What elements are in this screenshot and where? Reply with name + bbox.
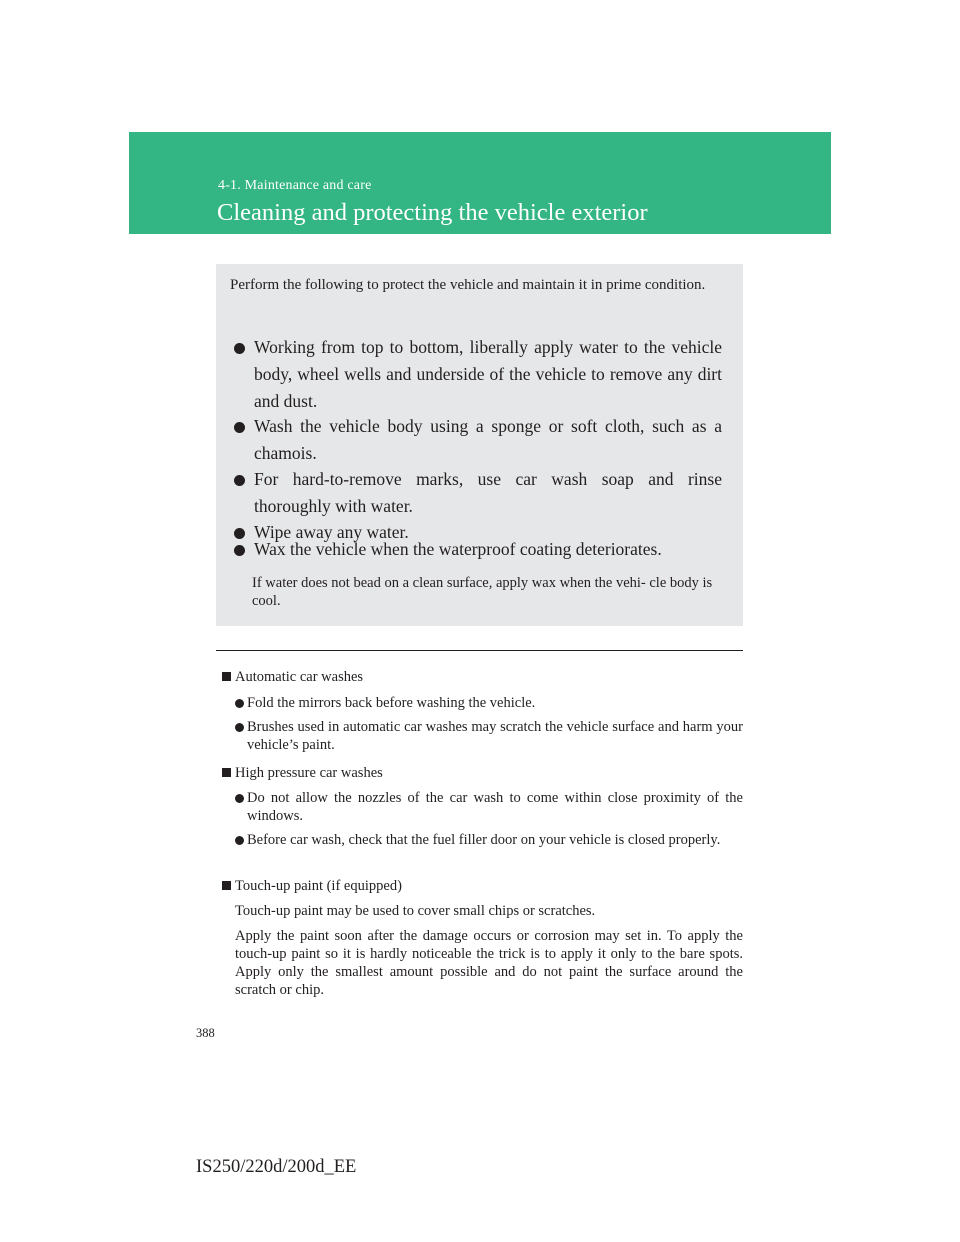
topic-heading-text: Automatic car washes	[235, 669, 364, 685]
step-item	[254, 536, 722, 563]
bullet-icon	[235, 723, 244, 732]
list-item	[247, 831, 743, 849]
paragraph: Touch-up paint may be used to cover small chips or scratches.	[235, 903, 596, 919]
page-title: Cleaning and protecting the vehicle exterior	[217, 199, 648, 226]
step-text: Working from top to bottom, liberally apply water to the vehicle body, wheel wells and underside of the vehicle to remove any dirt and dust.	[254, 337, 722, 411]
page-number: 388	[196, 1026, 215, 1040]
bullet-icon	[234, 422, 245, 433]
list-item	[247, 718, 743, 754]
bullet-icon	[235, 836, 244, 845]
section-label: 4-1. Maintenance and care	[218, 178, 372, 193]
step-text: Wax the vehicle when the waterproof coating deteriorates.	[254, 539, 662, 559]
topic-heading-text: High pressure car washes	[235, 765, 383, 781]
square-bullet-icon	[222, 672, 231, 681]
topic-heading	[235, 877, 402, 895]
list-item-text: Do not allow the nozzles of the car wash to come within close proximity of the windows.	[247, 790, 743, 824]
bullet-icon	[235, 794, 244, 803]
list-item	[247, 694, 743, 712]
step-item	[254, 466, 722, 520]
section-divider	[216, 650, 743, 651]
intro-box	[216, 264, 743, 626]
square-bullet-icon	[222, 768, 231, 777]
intro-text: Perform the following to protect the vehicle and maintain it in prime condition.	[230, 277, 706, 293]
paragraph: Apply the paint soon after the damage occurs or corrosion may set in. To apply the touch-up paint so it is hardly noticeable the trick is to apply it only to the bare spots. Apply only the smallest amount possible and do not paint the surface around the scratch or chip.	[235, 928, 743, 998]
bullet-icon	[234, 528, 245, 539]
list-item-text: Before car wash, check that the fuel filler door on your vehicle is closed properly.	[247, 832, 721, 848]
list-item-text: Fold the mirrors back before washing the vehicle.	[247, 695, 536, 711]
bullet-icon	[234, 475, 245, 486]
topic-heading-text: Touch-up paint (if equipped)	[235, 878, 402, 894]
topic-heading	[235, 764, 383, 782]
list-item	[247, 789, 743, 825]
section-header-band	[129, 132, 831, 234]
topic-heading	[235, 668, 363, 686]
box-note: If water does not bead on a clean surface, apply wax when the vehi- cle body is cool.	[252, 575, 713, 609]
model-code: IS250/220d/200d_EE	[196, 1157, 357, 1177]
bullet-icon	[234, 545, 245, 556]
step-text: For hard-to-remove marks, use car wash soap and rinse thoroughly with water.	[254, 469, 722, 516]
step-text: Wipe away any water.	[254, 522, 409, 542]
step-item	[254, 334, 722, 415]
square-bullet-icon	[222, 881, 231, 890]
bullet-icon	[235, 699, 244, 708]
step-item	[254, 413, 722, 467]
list-item-text: Brushes used in automatic car washes may scratch the vehicle surface and harm your vehicle’s paint.	[247, 719, 743, 753]
bullet-icon	[234, 343, 245, 354]
step-text: Wash the vehicle body using a sponge or soft cloth, such as a chamois.	[254, 416, 722, 463]
